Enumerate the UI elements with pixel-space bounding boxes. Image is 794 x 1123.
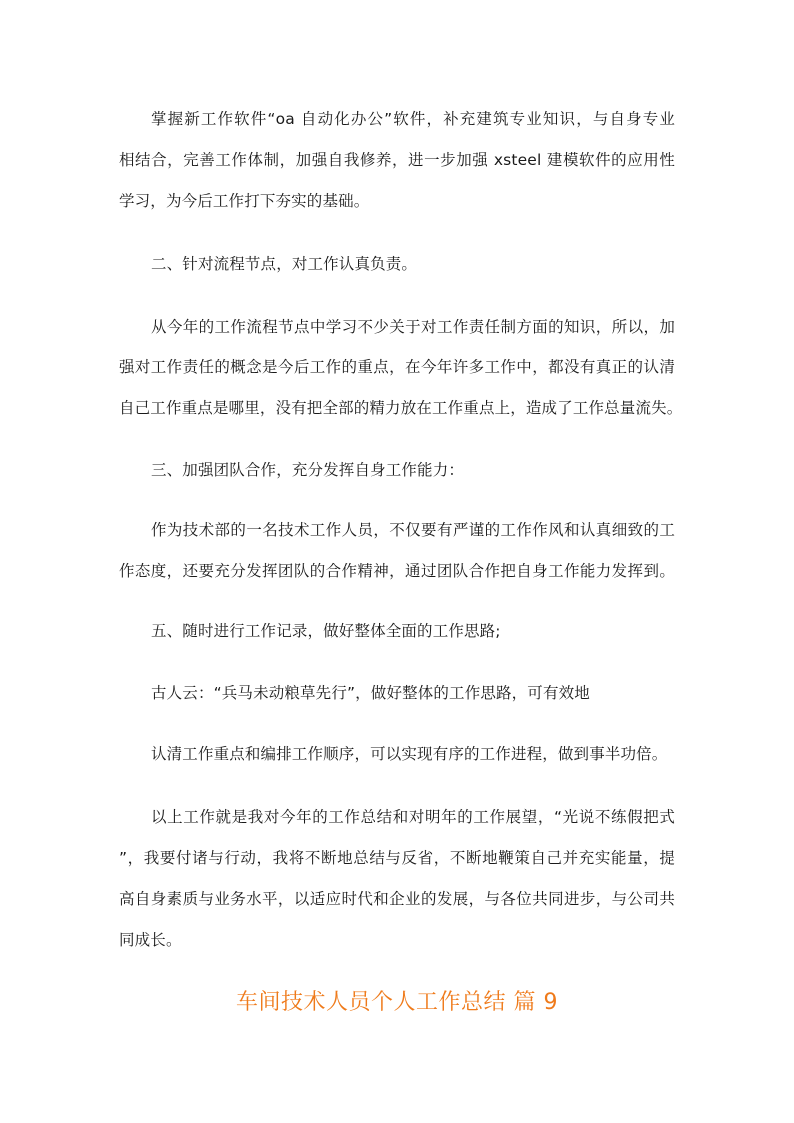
paragraph-line: 以上工作就是我对今年的工作总结和对明年的工作展望，“光说不练假把式 xyxy=(151,808,675,826)
paragraph-line: 同成长。 xyxy=(119,931,182,949)
paragraph-line: 高自身素质与业务水平，以适应时代和企业的发展，与各位共同进步，与公司共 xyxy=(119,890,675,908)
paragraph-line: 学习，为今后工作打下夯实的基础。 xyxy=(119,192,370,210)
paragraph-line: 作为技术部的一名技术工作人员，不仅要有严谨的工作作风和认真细致的工 xyxy=(151,521,675,539)
paragraph-line: 从今年的工作流程节点中学习不少关于对工作责任制方面的知识，所以，加 xyxy=(151,318,675,336)
paragraph-line: 强对工作责任的概念是今后工作的重点，在今年许多工作中，都没有真正的认清 xyxy=(119,358,675,376)
paragraph-line: 古人云：“兵马未动粮草先行”，做好整体的工作思路，可有效地 xyxy=(151,684,590,702)
paragraph-line: 自己工作重点是哪里，没有把全部的精力放在工作重点上，造成了工作总量流失。 xyxy=(119,399,683,417)
paragraph-line: 作态度，还要充分发挥团队的合作精神，通过团队合作把自身工作能力发挥到。 xyxy=(119,562,675,580)
paragraph-line: 认清工作重点和编排工作顺序，可以实现有序的工作进程，做到事半功倍。 xyxy=(151,745,668,763)
section-heading: 车间技术人员个人工作总结 篇 9 xyxy=(236,990,558,1015)
paragraph-line: 掌握新工作软件“oa 自动化办公”软件，补充建筑专业知识，与自身专业 xyxy=(151,110,675,128)
section-subheading: 二、针对流程节点，对工作认真负责。 xyxy=(151,255,418,273)
section-subheading: 五、随时进行工作记录，做好整体全面的工作思路; xyxy=(151,622,501,640)
paragraph-line: 相结合，完善工作体制，加强自我修养，进一步加强 xsteel 建模软件的应用性 xyxy=(119,151,675,169)
paragraph-line: ”，我要付诸与行动，我将不断地总结与反省，不断地鞭策自己并充实能量，提 xyxy=(119,849,675,867)
section-subheading: 三、加强团队合作，充分发挥自身工作能力： xyxy=(151,461,465,479)
